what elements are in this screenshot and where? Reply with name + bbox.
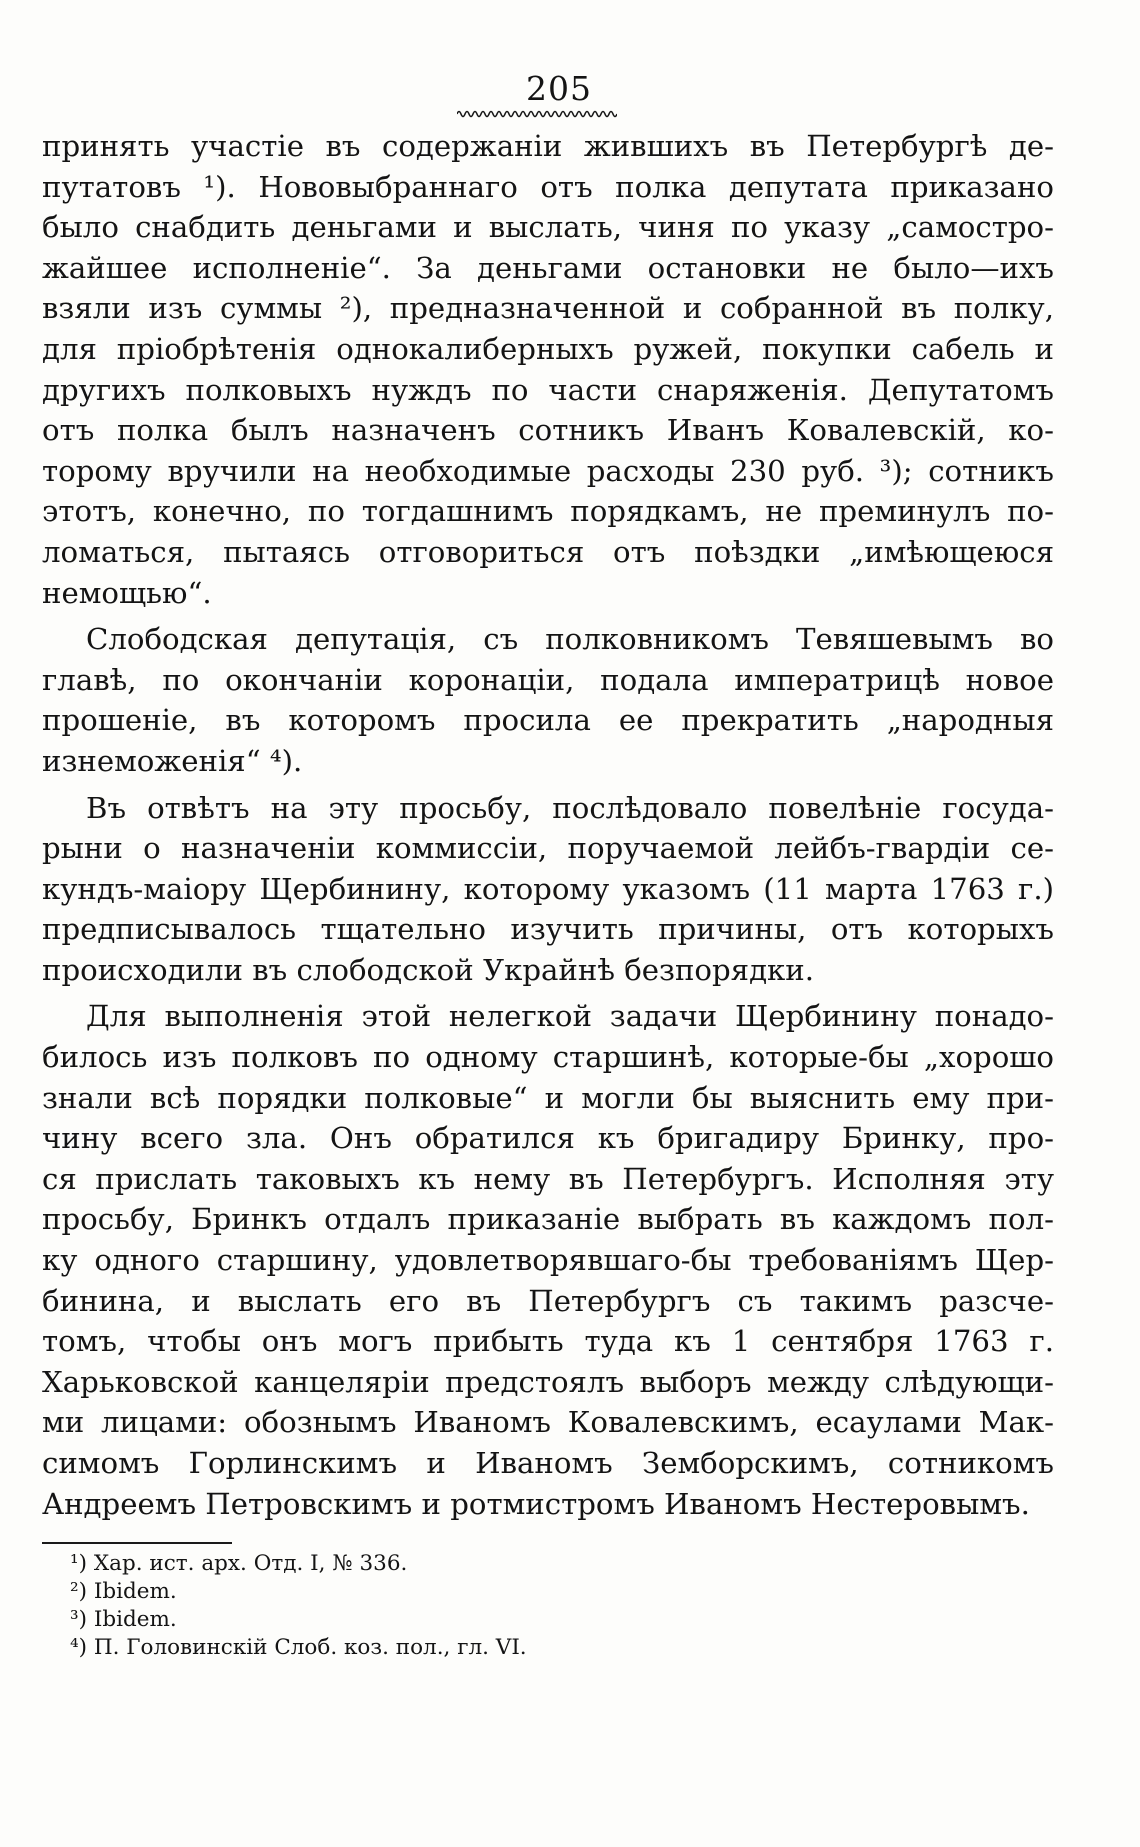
paragraph: [42, 996, 1054, 1524]
text-line: Андреемъ Петровскимъ и ротмистромъ Иваномъ Нестеровымъ.: [42, 1486, 1030, 1521]
text-line: немощью“.: [42, 575, 212, 610]
text-line: бинина, и выслать его въ Петербургъ съ такимъ разсче-: [42, 1283, 1054, 1318]
page-number: 205: [526, 69, 592, 108]
text-line: этотъ, конечно, по тогдашнимъ порядкамъ, не преминулъ по-: [42, 494, 1054, 529]
text-line: Слободская депутація, съ полковникомъ Тевяшевымъ во: [86, 622, 1054, 657]
paragraph: [42, 126, 1054, 613]
text-line: жайшее исполненіе“. За деньгами остановки не было—ихъ: [42, 250, 1054, 285]
text-line: изнеможенія“ ⁴).: [42, 743, 303, 778]
text-line: просьбу, Бринкъ отдалъ приказаніе выбрать въ каждомъ пол-: [42, 1202, 1054, 1237]
footnote: ²) Ibidem.: [70, 1579, 177, 1605]
text-line: было снабдить деньгами и выслать, чиня по указу „самостро-: [42, 210, 1054, 245]
text-line: ку одного старшину, удовлетворявшаго-бы требованіямъ Щер-: [42, 1243, 1054, 1278]
text-line: ми лицами: обознымъ Иваномъ Ковалевскимъ, есаулами Мак-: [42, 1405, 1054, 1440]
wavy-rule-ornament: [457, 108, 617, 120]
paragraph: [42, 619, 1054, 781]
text-line: рыни о назначеніи коммиссіи, поручаемой лейбъ-гвардіи се-: [42, 831, 1054, 866]
text-line: другихъ полковыхъ нуждъ по части снаряженія. Депутатомъ: [42, 372, 1054, 407]
text-line: томъ, чтобы онъ могъ прибыть туда къ 1 сентября 1763 г.: [42, 1324, 1054, 1359]
text-line: происходили въ слободской Украйнѣ безпорядки.: [42, 952, 815, 987]
text-line: торому вручили на необходимые расходы 230 руб. ³); сотникъ: [42, 453, 1054, 488]
text-line: чину всего зла. Онъ обратился къ бригадиру Бринку, про-: [42, 1121, 1054, 1156]
body-text: [42, 126, 1054, 1524]
text-line: Харьковской канцеляріи предстоялъ выборъ между слѣдующи-: [42, 1364, 1054, 1399]
text-line: предписывалось тщательно изучить причины, отъ которыхъ: [42, 912, 1054, 947]
text-line: взяли изъ суммы ²), предназначенной и собранной въ полку,: [42, 291, 1054, 326]
paragraph: [42, 788, 1054, 991]
text-line: Для выполненія этой нелегкой задачи Щербинину понадо-: [86, 999, 1054, 1034]
footnote: ¹) Хар. ист. арх. Отд. I, № 336.: [70, 1551, 408, 1577]
text-line: знали всѣ порядки полковые“ и могли бы выяснить ему при-: [42, 1080, 1054, 1115]
text-line: путатовъ ¹). Нововыбраннаго отъ полка депутата приказано: [42, 169, 1054, 204]
text-line: кундъ-маіору Щербинину, которому указомъ (11 марта 1763 г.): [42, 871, 1054, 906]
text-line: отъ полка былъ назначенъ сотникъ Иванъ Ковалевскій, ко-: [42, 413, 1054, 448]
text-line: ся прислать таковыхъ къ нему въ Петербургъ. Исполняя эту: [42, 1161, 1054, 1196]
text-line: симомъ Горлинскимъ и Иваномъ Земборскимъ, сотникомъ: [42, 1446, 1054, 1480]
document-page: [42, 70, 1054, 1662]
text-line: Въ отвѣтъ на эту просьбу, послѣдовало повелѣніе госуда-: [86, 790, 1054, 825]
text-line: ломаться, пытаясь отговориться отъ поѣздки „имѣющеюся: [42, 534, 1054, 569]
text-line: билось изъ полковъ по одному старшинѣ, которые-бы „хорошо: [42, 1040, 1054, 1075]
footnote-separator: [42, 1542, 232, 1544]
text-line: главѣ, по окончаніи коронаціи, подала императрицѣ новое: [42, 662, 1054, 697]
text-line: для пріобрѣтенія однокалиберныхъ ружей, покупки сабель и: [42, 331, 1054, 366]
text-line: прошеніе, въ которомъ просила ее прекратить „народныя: [42, 703, 1054, 738]
footnotes: [42, 1550, 1054, 1662]
footnote: ³) Ibidem.: [70, 1607, 177, 1633]
footnote: ⁴) П. Головинскій Слоб. коз. пол., гл. VI.: [70, 1635, 527, 1661]
text-line: принять участіе въ содержаніи жившихъ въ Петербургѣ де-: [42, 129, 1054, 163]
